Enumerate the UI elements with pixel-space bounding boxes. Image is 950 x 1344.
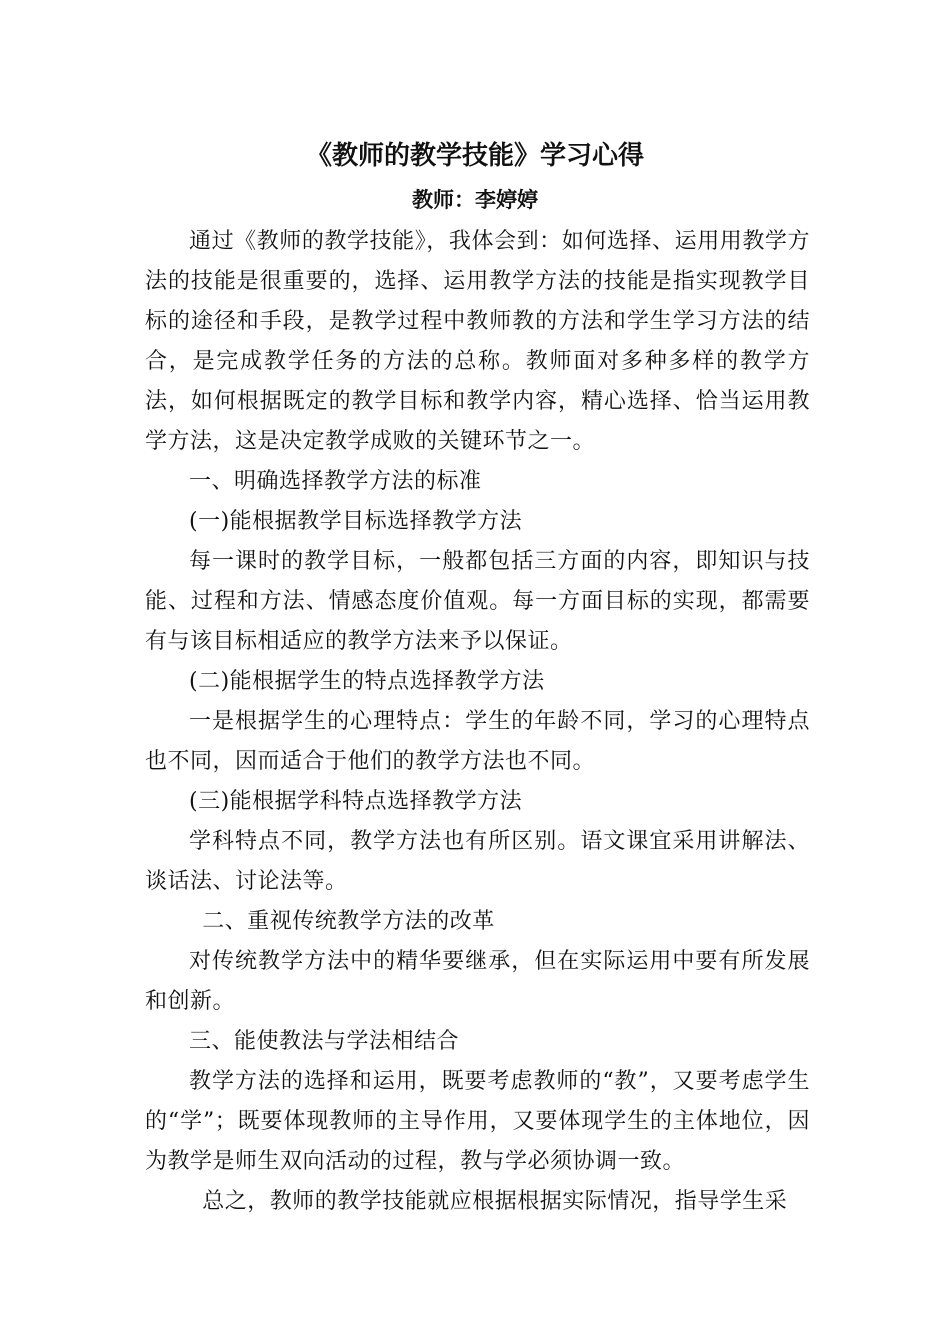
paragraph-student-traits: 一是根据学生的心理特点：学生的年龄不同，学习的心理特点也不同，因而适合于他们的教学方法也不同。 <box>145 709 810 774</box>
paragraph-teaching-learning: 教学方法的选择和运用，既要考虑教师的“教”，又要考虑学生的“学”；既要体现教师的主导作用，又要体现学生的主体地位，因为教学是师生双向活动的过程，教与学必须协调一致。 <box>145 1069 810 1174</box>
paragraph-subject-traits: 学科特点不同，教学方法也有所区别。语文课宜采用讲解法、谈话法、讨论法等。 <box>145 829 810 894</box>
section-heading-3: 三、能使教法与学法相结合 <box>189 1029 460 1054</box>
document-body <box>145 222 810 1222</box>
subsection-heading-3: (三)能根据学科特点选择教学方法 <box>189 789 523 814</box>
paragraph-conclusion: 总之，教师的教学技能就应根据根据实际情况，指导学生采 <box>202 1189 788 1214</box>
document-author: 教师：李婷婷 <box>412 188 538 212</box>
paragraph-intro: 通过《教师的教学技能》，我体会到：如何选择、运用用教学方法的技能是很重要的，选择、运用教学方法的技能是指实现教学目标的途径和手段，是教学过程中教师教的方法和学生学习方法的结合，是完成教学任务的方法的总称。教师面对多种多样的教学方法，如何根据既定的教学目标和教学内容，精心选择、恰当运用教学方法，这是决定教学成败的关键环节之一。 <box>145 229 810 454</box>
paragraph-objectives: 每一课时的教学目标，一般都包括三方面的内容，即知识与技能、过程和方法、情感态度价值观。每一方面目标的实现，都需要有与该目标相适应的教学方法来予以保证。 <box>145 549 810 654</box>
paragraph-reform: 对传统教学方法中的精华要继承，但在实际运用中要有所发展和创新。 <box>145 949 810 1014</box>
document-title: 《教师的教学技能》学习心得 <box>305 141 644 171</box>
section-heading-2: 二、重视传统教学方法的改革 <box>202 909 495 934</box>
subsection-heading-2: (二)能根据学生的特点选择教学方法 <box>189 669 545 694</box>
section-heading-1: 一、明确选择教学方法的标准 <box>189 469 482 494</box>
subsection-heading-1: (一)能根据教学目标选择教学方法 <box>189 509 523 534</box>
